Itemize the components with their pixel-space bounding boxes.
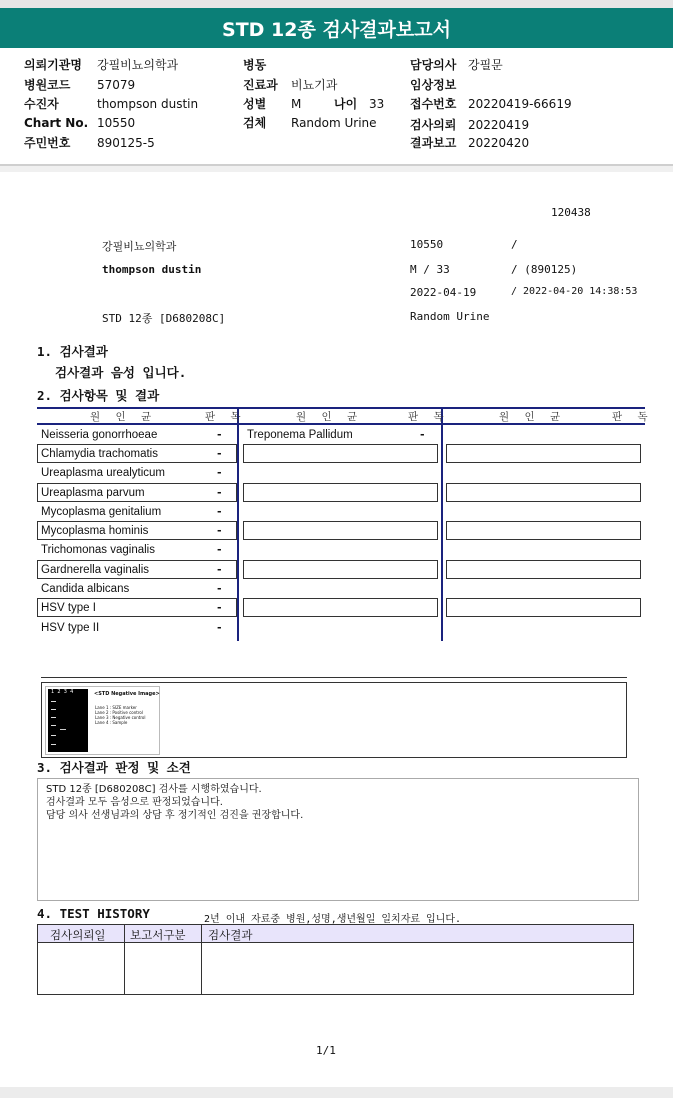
pathogen-name: HSV type I — [41, 602, 96, 614]
doc-report-datetime: / 2022-04-20 14:38:53 — [511, 286, 638, 297]
history-header — [38, 925, 633, 943]
history-col-request-date: 검사의뢰일 — [50, 928, 106, 942]
section1-heading: 1. 검사결과 — [37, 344, 108, 359]
row-box — [446, 483, 641, 502]
pathogen-name: Neisseria gonorrhoeae — [41, 429, 158, 441]
doc-specimen: Random Urine — [410, 310, 490, 323]
pathogen-result: - — [217, 505, 222, 518]
pathogen-result: - — [217, 621, 222, 634]
pathogen-name: Ureaplasma parvum — [41, 487, 145, 499]
col-header-pathogen: 원 인 균 — [90, 411, 158, 423]
opinion-text: STD 12종 [D680208C] 검사를 시행하였습니다. 검사결과 모두 음성으로 판정되었습니다. 담당 의사 선생님과의 상담 후 정기적인 검진을 권장합니다. — [46, 784, 304, 821]
header-row: 접수번호 20220419-66619 — [410, 97, 572, 111]
report-title: STD 12종 검사결과보고서 — [222, 19, 451, 41]
report-header — [0, 48, 673, 166]
header-row: 병동 — [243, 58, 267, 72]
doc-slash: / — [511, 238, 518, 251]
col-header-pathogen: 원 인 균 — [499, 411, 567, 423]
pathogen-result: - — [217, 543, 222, 556]
row-box — [243, 598, 438, 617]
doc-hospital: 강필비뇨의학과 — [102, 240, 177, 253]
pathogen-result: - — [217, 486, 222, 499]
pathogen-result: - — [217, 428, 222, 441]
header-row: 임상정보 — [410, 78, 457, 92]
pathogen-name: Candida albicans — [41, 583, 130, 595]
doc-test-name: STD 12종 [D680208C] — [102, 312, 226, 325]
page-gap-bottom — [0, 1087, 673, 1098]
pathogen-result: - — [217, 447, 222, 460]
header-row: 의뢰기관명 강필비뇨의학과 — [24, 58, 179, 72]
row-box — [446, 560, 641, 579]
doc-code: 120438 — [551, 206, 591, 219]
row-box — [446, 521, 641, 540]
doc-chart: 10550 — [410, 238, 444, 251]
table-col-divider — [441, 407, 443, 641]
divider-line — [41, 677, 627, 678]
header-row: 담당의사 강필문 — [410, 58, 503, 72]
header-row: 수진자 thompson dustin — [24, 97, 199, 111]
pathogen-name: HSV type II — [41, 622, 100, 634]
row-box — [446, 444, 641, 463]
header-row: 검사의뢰 20220419 — [410, 118, 530, 132]
header-row: 주민번호 890125-5 — [24, 136, 155, 150]
pathogen-name: Gardnerella vaginalis — [41, 564, 150, 576]
gel-legend: Lane 1 : SIZE marker Lane 2 : Positive control Lane 3 : Negative control Lane 4 : Sample — [95, 705, 146, 725]
header-row: 병원코드 57079 — [24, 78, 136, 92]
col-header-result: 판 독 — [612, 411, 654, 423]
doc-patient: thompson dustin — [102, 263, 202, 276]
section1-text: 검사결과 음성 입니다. — [55, 365, 187, 380]
pathogen-result: - — [420, 428, 425, 441]
section2-heading: 2. 검사항목 및 결과 — [37, 388, 160, 403]
header-row: 진료과 비뇨기과 — [243, 78, 338, 92]
header-row: 성별 M 나이 33 — [243, 97, 385, 111]
row-box — [243, 444, 438, 463]
gel-title: <STD Negative Image> — [94, 691, 160, 697]
row-box — [243, 521, 438, 540]
opinion-box — [37, 778, 639, 901]
col-header-result: 판 독 — [408, 411, 450, 423]
header-row: 결과보고 20220420 — [410, 136, 530, 150]
pathogen-result: - — [217, 524, 222, 537]
history-col-result: 검사결과 — [208, 928, 253, 942]
doc-receive-date: 2022-04-19 — [410, 286, 477, 299]
col-header-result: 판 독 — [205, 411, 247, 423]
pathogen-name: Treponema Pallidum — [247, 429, 353, 441]
page-number: 1/1 — [316, 1044, 336, 1057]
history-table — [37, 924, 634, 995]
pathogen-result: - — [217, 582, 222, 595]
section4-heading: 4. TEST HISTORY — [37, 906, 150, 921]
section3-heading: 3. 검사결과 판정 및 소견 — [37, 760, 191, 775]
gel-photo: 1 2 3 4 — [48, 689, 88, 752]
row-box — [243, 483, 438, 502]
doc-sex-age: M / 33 — [410, 263, 450, 276]
report-title-bar — [0, 0, 673, 48]
pathogen-result: - — [217, 601, 222, 614]
pathogen-name: Mycoplasma hominis — [41, 525, 149, 537]
header-row: Chart No. 10550 — [24, 116, 136, 130]
pathogen-name: Chlamydia trachomatis — [41, 448, 158, 460]
history-col-report-type: 보고서구분 — [130, 928, 186, 942]
doc-birth: / (890125) — [511, 263, 578, 276]
report-page — [0, 172, 673, 1087]
pathogen-name: Mycoplasma genitalium — [41, 506, 162, 518]
header-row: 검체 Random Urine — [243, 116, 377, 130]
section4-note: 2년 이내 자료중 병원,성명,생년월일 일치자료 입니다. — [204, 914, 462, 925]
row-box — [446, 598, 641, 617]
pathogen-name: Trichomonas vaginalis — [41, 544, 155, 556]
pathogen-result: - — [217, 563, 222, 576]
col-header-pathogen: 원 인 균 — [296, 411, 364, 423]
row-box — [243, 560, 438, 579]
pathogen-name: Ureaplasma urealyticum — [41, 467, 165, 479]
table-col-divider — [237, 407, 239, 641]
gel-image — [45, 686, 160, 755]
pathogen-result: - — [217, 466, 222, 479]
